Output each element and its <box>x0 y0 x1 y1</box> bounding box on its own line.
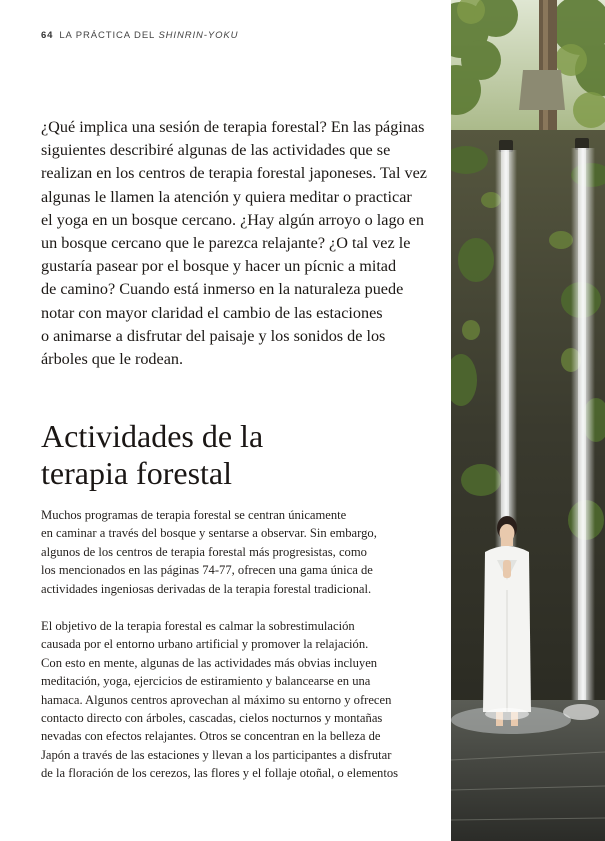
running-title: LA PRÁCTICA DEL <box>59 30 159 41</box>
text-line: árboles que le rodean. <box>41 350 184 369</box>
text-line: notar con mayor claridad el cambio de las estaciones <box>41 303 383 322</box>
text-line: el yoga en un bosque cercano. ¿Hay algún arroyo o lago en <box>41 210 424 229</box>
text-line: de la floración de los cerezos, las flores y el follaje otoñal, o elementos <box>41 766 399 781</box>
text-line: gustaría pasear por el bosque y hacer un pícnic a mitad <box>41 257 397 276</box>
text-line: actividades ingeniosas derivadas de la terapia forestal tradicional. <box>41 581 372 596</box>
photo-illustration <box>451 0 605 841</box>
text-line: meditación, yoga, ejercicios de estiramiento y balancearse en una <box>41 674 371 689</box>
body-paragraph-2 <box>41 617 426 783</box>
text-line: nevadas con efectos relajantes. Otros se concentran en la belleza de <box>41 729 381 744</box>
text-line: siguientes describiré algunas de las actividades que se <box>41 141 391 160</box>
text-line: algunas le llamen la atención y quiera meditar o practicar <box>41 187 412 206</box>
section-title-line: Actividades de la <box>41 418 264 454</box>
page-number: 64 <box>41 30 54 41</box>
section-title <box>41 418 431 492</box>
text-line: Con esto en mente, algunas de las actividades más obvias incluyen <box>41 655 378 670</box>
waterfall-meditation-photo <box>451 0 605 841</box>
text-line: o animarse a disfrutar del paisaje y los sonidos de los <box>41 326 386 345</box>
text-line: El objetivo de la terapia forestal es calmar la sobrestimulación <box>41 619 355 633</box>
text-line: en caminar a través del bosque y sentarse a observar. Sin embargo, <box>41 526 377 541</box>
text-line: contacto directo con árboles, cascadas, cielos nocturnos y montañas <box>41 711 383 726</box>
text-line: algunos de los centros de terapia forestal más progresistas, como <box>41 544 367 559</box>
text-line: Muchos programas de terapia forestal se centran únicamente <box>41 508 347 522</box>
text-line: ¿Qué implica una sesión de terapia forestal? En las páginas <box>41 118 425 136</box>
section-title-line: terapia forestal <box>41 455 232 491</box>
intro-paragraph <box>41 116 426 371</box>
text-line: de camino? Cuando está inmerso en la naturaleza puede <box>41 280 404 299</box>
body-paragraph-1 <box>41 506 426 598</box>
text-line: realizan en los centros de terapia forestal japoneses. Tal vez <box>41 164 427 183</box>
text-line: causada por el entorno urbano artificial y promover la relajación. <box>41 637 369 652</box>
text-line: un bosque cercano que le parezca relajante? ¿O tal vez le <box>41 234 411 253</box>
text-line: los mencionados en las páginas 74-77, ofrecen una gama única de <box>41 563 373 578</box>
running-title-italic: SHINRIN-YOKU <box>158 30 239 41</box>
text-line: Japón a través de las estaciones y llevan a los participantes a disfrutar <box>41 747 392 762</box>
running-header <box>41 30 238 41</box>
text-line: hamaca. Algunos centros aprovechan al máximo su entorno y ofrecen <box>41 692 392 707</box>
